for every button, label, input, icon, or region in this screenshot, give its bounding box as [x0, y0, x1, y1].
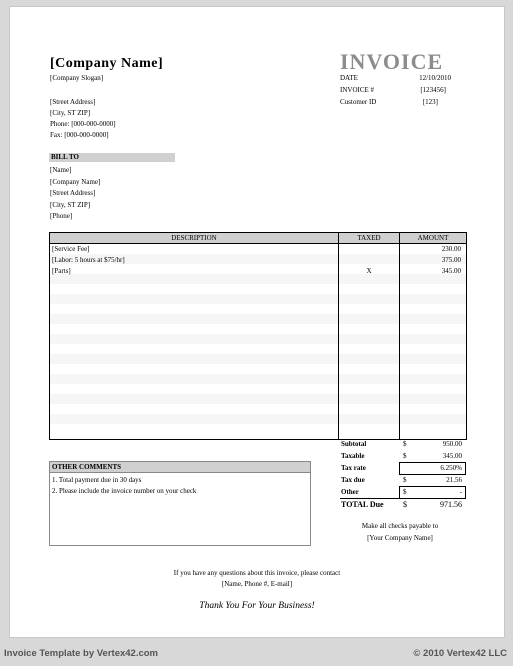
row-3-amount: 345.00 [441, 267, 461, 275]
company-name: [Company Name] [50, 56, 164, 71]
row-2-amount: 375.00 [441, 256, 461, 264]
total-dollar: $ [403, 500, 407, 509]
footer-copyright: © 2010 Vertex42 LLC [413, 648, 507, 659]
bill-to-company: [Company Name] [50, 177, 101, 186]
row-2-description: [Labor: 5 hours at $75/hr] [52, 256, 125, 264]
company-city: [City, ST ZIP] [50, 109, 91, 117]
description-header: DESCRIPTION [50, 233, 338, 244]
bill-to-heading: BILL TO [49, 153, 175, 162]
company-phone: Phone: [000-000-0000] [50, 120, 116, 128]
date-value: 12/10/2010 [419, 74, 451, 82]
bill-to-name: [Name] [50, 166, 72, 174]
customer-id-label: Customer ID [340, 98, 377, 106]
other-dollar: $ [403, 488, 407, 496]
company-street: [Street Address] [50, 98, 96, 106]
subtotal-value: 950.00 [442, 440, 462, 448]
contact-line-1: If you have any questions about this invoice, please contact [173, 569, 341, 577]
bill-to-phone: [Phone] [50, 212, 73, 220]
total-divider [340, 498, 465, 499]
invoice-title: INVOICE [340, 49, 444, 74]
footer-template-credit[interactable]: Invoice Template by Vertex42.com [4, 648, 159, 659]
taxable-value: 345.00 [442, 452, 462, 460]
other-comments-heading: OTHER COMMENTS [50, 462, 310, 473]
payable-line-2: [Your Company Name] [367, 534, 433, 542]
total-value: 971.56 [440, 500, 462, 509]
payable-line-1: Make all checks payable to [361, 522, 439, 530]
row-1-description: [Service Fee] [52, 245, 90, 253]
comment-line-1: 1. Total payment due in 30 days [52, 476, 142, 484]
taxable-dollar: $ [403, 452, 407, 460]
row-1-amount: 230.00 [441, 245, 461, 253]
bill-to-street: [Street Address] [50, 189, 96, 197]
invoice-sheet [9, 6, 505, 638]
company-slogan: [Company Slogan] [50, 74, 104, 82]
subtotal-label: Subtotal [341, 440, 367, 448]
taxed-header: TAXED [339, 233, 399, 244]
row-3-description: [Parts] [52, 267, 71, 275]
subtotal-dollar: $ [403, 440, 407, 448]
invoice-number-label: INVOICE # [340, 86, 375, 94]
taxrate-value: 6.250% [440, 464, 462, 472]
bill-to-city: [City, ST ZIP] [50, 200, 91, 209]
thank-you-note: Thank You For Your Business! [199, 601, 315, 611]
taxdue-label: Tax due [341, 476, 365, 484]
total-label: TOTAL Due [341, 500, 384, 509]
comment-line-2: 2. Please include the invoice number on your check [52, 487, 197, 495]
customer-id-value: [123] [422, 98, 438, 106]
amount-header: AMOUNT [400, 233, 466, 244]
other-comments-box [49, 461, 311, 546]
contact-line-2: [Name, Phone #, E-mail] [221, 580, 293, 588]
row-3-taxed: X [366, 267, 372, 275]
invoice-number-value: [123456] [420, 86, 446, 94]
date-label: DATE [340, 74, 358, 82]
items-table [49, 232, 467, 440]
taxdue-dollar: $ [403, 476, 407, 484]
other-value: - [459, 488, 462, 496]
taxdue-value: 21.56 [446, 476, 462, 484]
taxrate-label: Tax rate [341, 464, 366, 472]
company-fax: Fax: [000-000-0000] [50, 131, 109, 139]
other-label: Other [341, 488, 359, 496]
taxable-label: Taxable [341, 452, 365, 460]
